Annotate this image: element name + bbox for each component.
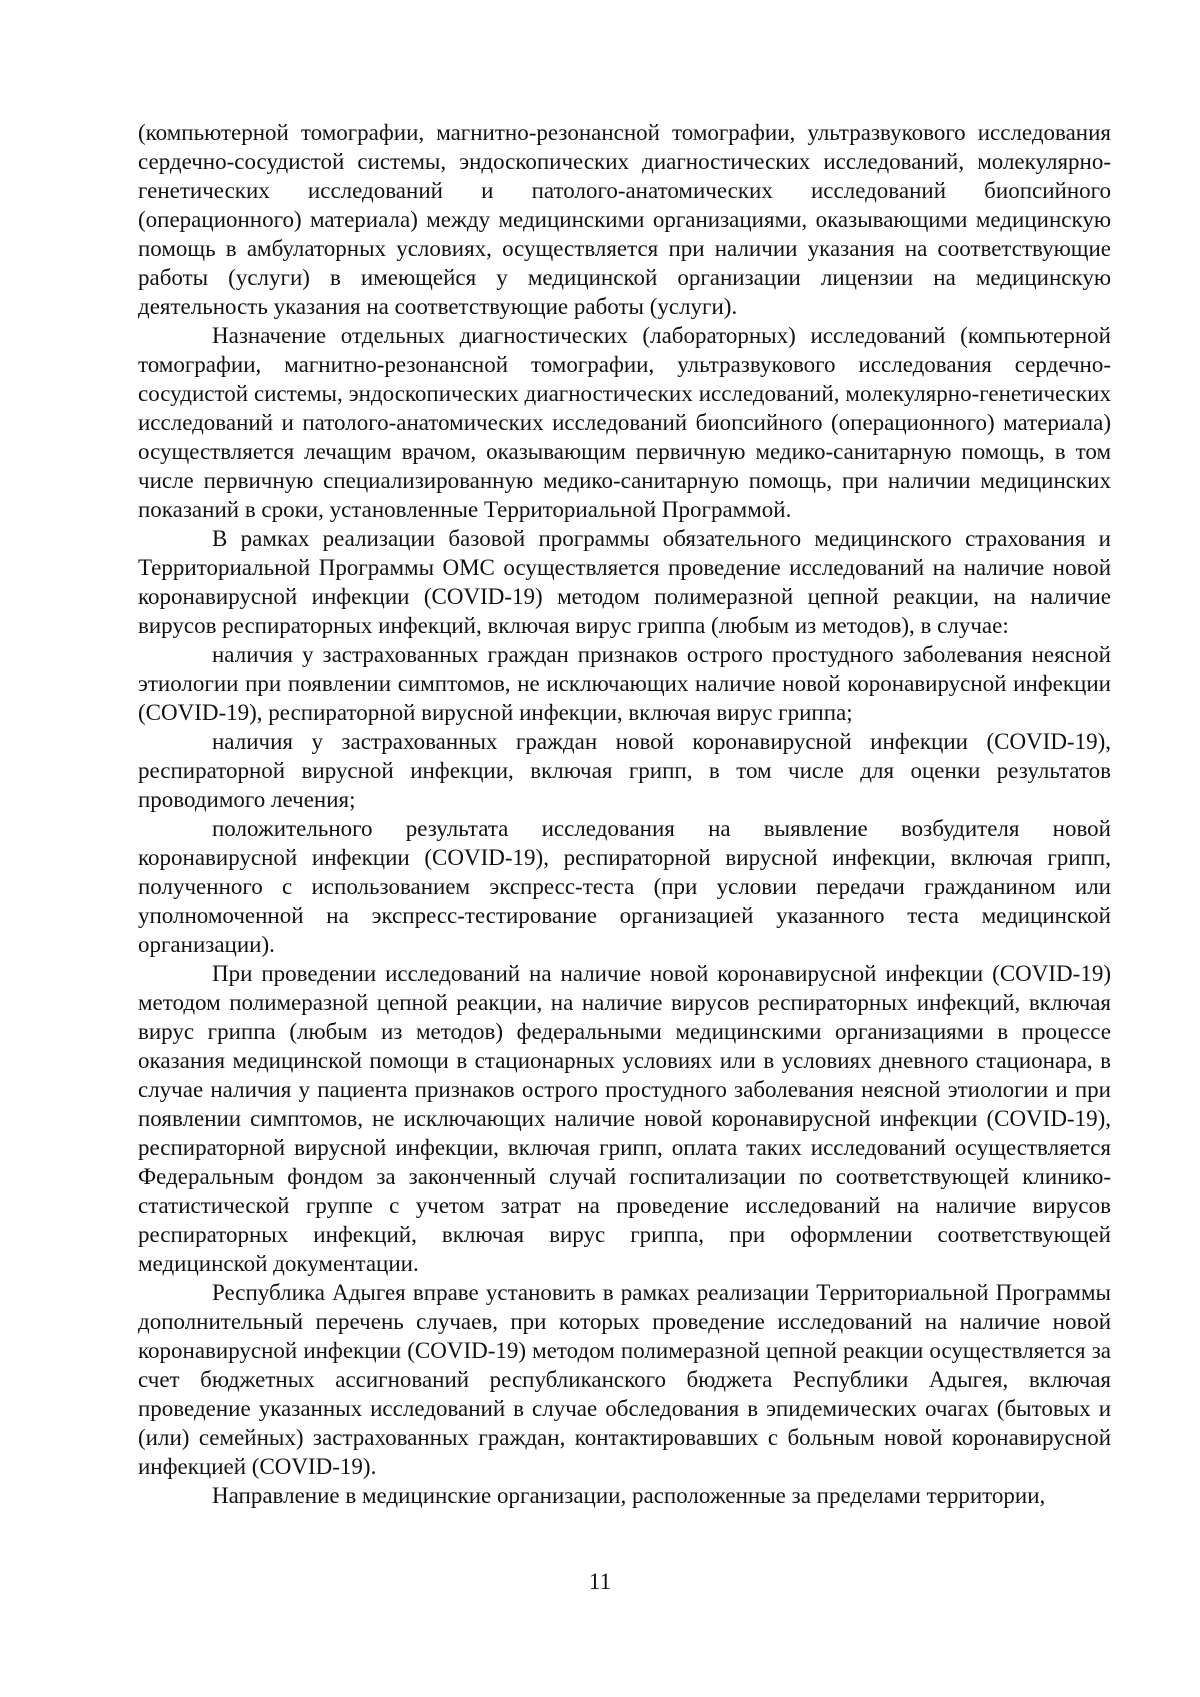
list-item-infection: наличия у застрахованных граждан новой коронавирусной инфекции (COVID-19), респираторной вирусной инфекции, включая грипп, в том числе для оценки результатов проводимого лечения; <box>138 729 1111 812</box>
paragraph-continuation: (компьютерной томографии, магнитно-резонансной томографии, ультразвукового исследования сердечно-сосудистой системы, эндоскопических диагностических исследований, молекулярно-генетических исследований и патолого-анатомических исследований биопсийного (операционного) материала) между медицинскими организациями, оказывающими медицинскую помощь в амбулаторных условиях, осуществляется при наличии указания на соответствующие работы (услуги) в имеющейся у медицинской организации лицензии на медицинскую деятельность указания на соответствующие работы (услуги). <box>138 120 1111 319</box>
paragraph-adygea-additional: Республика Адыгея вправе установить в рамках реализации Территориальной Программы дополнительный перечень случаев, при которых проведение исследований на наличие новой коронавирусной инфекции (COVID-19) методом полимеразной цепной реакции осуществляется за счет бюджетных ассигнований республиканского бюджета Республики Адыгея, включая проведение указанных исследований в случае обследования в эпидемических очагах (бытовых и (или) семейных) застрахованных граждан, контактировавших с больным новой коронавирусной инфекцией (COVID-19). <box>138 1280 1111 1479</box>
list-item-express-test: положительного результата исследования на выявление возбудителя новой коронавирусной инфекции (COVID-19), респираторной вирусной инфекции, включая грипп, полученного с использованием экспресс-теста (при условии передачи гражданином или уполномоченной на экспресс-тестирование организацией указанного теста медицинской организации). <box>138 816 1111 957</box>
paragraph-federal-organizations: При проведении исследований на наличие новой коронавирусной инфекции (COVID-19) методом полимеразной цепной реакции, на наличие вирусов респираторных инфекций, включая вирус гриппа (любым из методов) федеральными медицинскими организациями в процессе оказания медицинской помощи в стационарных условиях или в условиях дневного стационара, в случае наличия у пациента признаков острого простудного заболевания неясной этиологии и при появлении симптомов, не исключающих наличие новой коронавирусной инфекции (COVID-19), респираторной вирусной инфекции, включая грипп, оплата таких исследований осуществляется Федеральным фондом за законченный случай госпитализации по соответствующей клинико-статистической группе с учетом затрат на проведение исследований на наличие вирусов респираторных инфекций, включая вирус гриппа, при оформлении соответствующей медицинской документации. <box>138 961 1111 1276</box>
paragraph-referral: Направление в медицинские организации, расположенные за пределами территории, <box>212 1483 1046 1508</box>
page-number: 11 <box>588 1569 612 1594</box>
paragraph-diagnostic-assignment: Назначение отдельных диагностических (лабораторных) исследований (компьютерной томографии, магнитно-резонансной томографии, ультразвукового исследования сердечно-сосудистой системы, эндоскопических диагностических исследований, молекулярно-генетических исследований и патолого-анатомических исследований биопсийного (операционного) материала) осуществляется лечащим врачом, оказывающим первичную медико-санитарную помощь, в том числе первичную специализированную медико-санитарную помощь, при наличии медицинских показаний в сроки, установленные Территориальной Программой. <box>138 323 1111 522</box>
paragraph-oms-covid-testing: В рамках реализации базовой программы обязательного медицинского страхования и Территориальной Программы ОМС осуществляется проведение исследований на наличие новой коронавирусной инфекции (COVID-19) методом полимеразной цепной реакции, на наличие вирусов респираторных инфекций, включая вирус гриппа (любым из методов), в случае: <box>138 526 1111 638</box>
document-body <box>138 118 1111 1510</box>
list-item-symptoms: наличия у застрахованных граждан признаков острого простудного заболевания неясной этиологии при появлении симптомов, не исключающих наличие новой коронавирусной инфекции (COVID-19), респираторной вирусной инфекции, включая вирус гриппа; <box>138 642 1111 725</box>
